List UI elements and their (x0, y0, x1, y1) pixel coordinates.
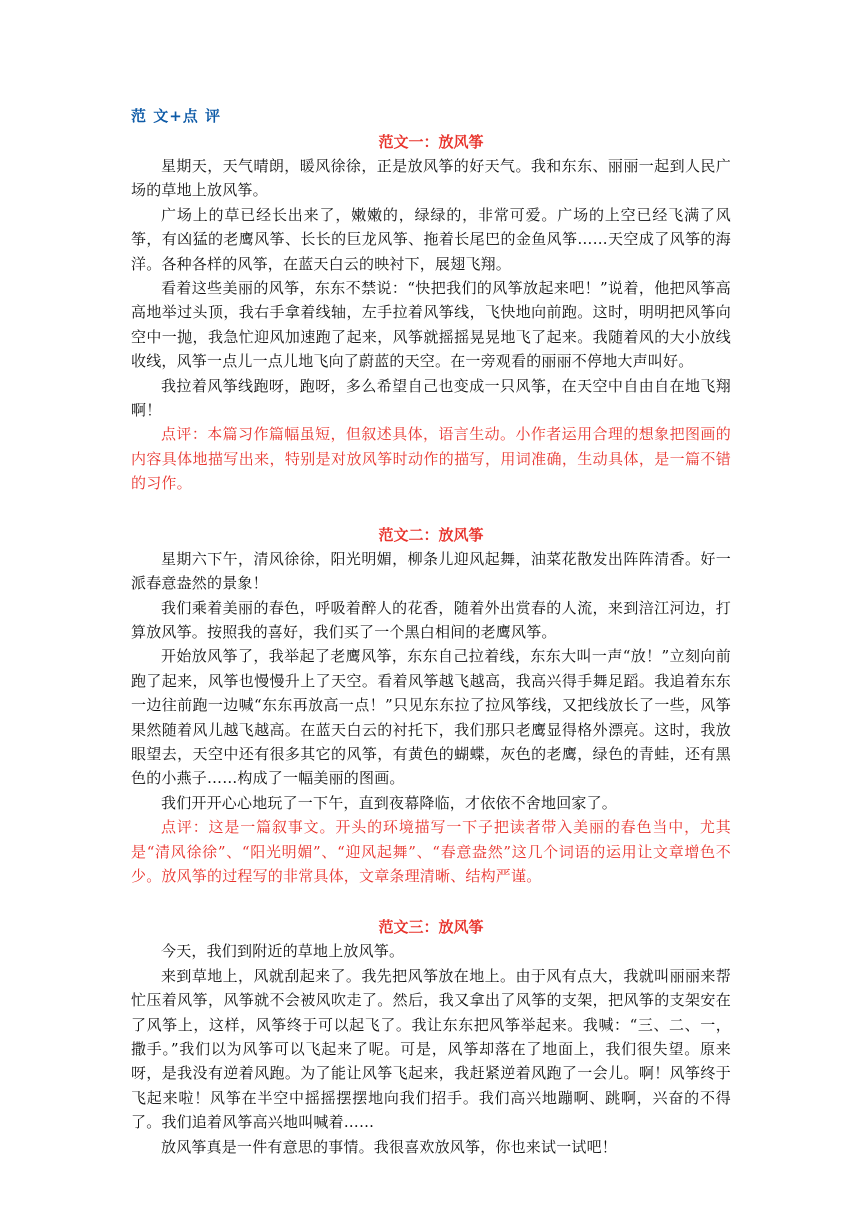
section-heading: 范 文+点 评 (131, 107, 222, 125)
essay-paragraph: 我们开开心心地玩了一下午，直到夜幕降临，才依依不舍地回家了。 (161, 793, 618, 812)
essay-paragraph: 星期六下午，清风徐徐，阳光明媚，柳条儿迎风起舞，油菜花散发出阵阵清香。好一派春意盎然的景象！ (131, 549, 731, 593)
essay-2 (131, 523, 731, 889)
essay-title: 范文二：放风筝 (378, 525, 484, 544)
essay-paragraph: 放风筝真是一件有意思的事情。我很喜欢放风筝，你也来试一试吧！ (161, 1137, 618, 1156)
essay-comment: 点评：本篇习作篇幅虽短，但叙述具体，语言生动。小作者运用合理的想象把图画的内容具体地描写出来，特别是对放风筝时动作的描写，用词准确，生动具体，是一篇不错的习作。 (131, 425, 731, 493)
essay-paragraph: 广场上的草已经长出来了，嫩嫩的，绿绿的，非常可爱。广场的上空已经飞满了风筝，有凶猛的老鹰风筝、长长的巨龙风筝、拖着长尾巴的金鱼风筝……天空成了风筝的海洋。各种各样的风筝，在蓝天白云的映衬下，展翅飞翔。 (131, 205, 731, 273)
essay-paragraph: 我拉着风筝线跑呀，跑呀，多么希望自己也变成一只风筝，在天空中自由自在地飞翔啊！ (131, 376, 731, 420)
essay-paragraph: 看着这些美丽的风筝，东东不禁说：“快把我们的风筝放起来吧！”说着，他把风筝高高地举过头顶，我右手拿着线轴，左手拉着风筝线，飞快地向前跑。这时，明明把风筝向空中一抛，我急忙迎风加速跑了起来，风筝就摇摇晃晃地飞了起来。我随着风的大小放线收线，风筝一点儿一点儿地飞向了蔚蓝的天空。在一旁观看的丽丽不停地大声叫好。 (131, 279, 731, 371)
essay-3 (131, 915, 731, 1159)
document-page (131, 104, 731, 1159)
essay-paragraph: 星期天，天气晴朗，暖风徐徐，正是放风筝的好天气。我和东东、丽丽一起到人民广场的草地上放风筝。 (131, 157, 731, 200)
essay-paragraph: 今天，我们到附近的草地上放风筝。 (161, 942, 405, 961)
essay-title: 范文三：放风筝 (378, 918, 484, 937)
essay-paragraph: 开始放风筝了，我举起了老鹰风筝，东东自己拉着线，东东大叫一声“放！”立刻向前跑了起来，风筝也慢慢升上了天空。看着风筝越飞越高，我高兴得手舞足蹈。我追着东东一边往前跑一边喊“东东再放高一点！”只见东东拉了拉风筝线，又把线放长了一些，风筝果然随着风儿越飞越高。在蓝天白云的衬托下，我们那只老鹰显得格外漂亮。这时，我放眼望去，天空中还有很多其它的风筝，有黄色的蝴蝶，灰色的老鹰，绿色的青蛙，还有黑色的小燕子……构成了一幅美丽的图画。 (131, 647, 731, 788)
essay-paragraph: 来到草地上，风就刮起来了。我先把风筝放在地上。由于风有点大，我就叫丽丽来帮忙压着风筝，风筝就不会被风吹走了。然后，我又拿出了风筝的支架，把风筝的支架安在了风筝上，这样，风筝终于可以起飞了。我让东东把风筝举起来。我喊：“三、二、一，撒手。”我们以为风筝可以飞起来了呢。可是，风筝却落在了地面上，我们很失望。原来呀，是我没有逆着风跑。为了能让风筝飞起来，我赶紧逆着风跑了一会儿。啊！风筝终于飞起来啦！风筝在半空中摇摇摆摆地向我们招手。我们高兴地蹦啊、跳啊，兴奋的不得了。我们追着风筝高兴地叫喊着…… (131, 966, 731, 1132)
essay-title: 范文一：放风筝 (378, 133, 484, 151)
essay-paragraph: 我们乘着美丽的春色，呼吸着醉人的花香，随着外出赏春的人流，来到涪江河边，打算放风筝。按照我的喜好，我们买了一个黑白相间的老鹰风筝。 (131, 598, 731, 641)
essay-1 (131, 130, 731, 496)
essay-comment: 点评：这是一篇叙事文。开头的环境描写一下子把读者带入美丽的春色当中，尤其是“清风徐徐”、“阳光明媚”、“迎风起舞”、“春意盎然”这几个词语的运用让文章增色不少。放风筝的过程写的非常具体，文章条理清晰、结构严谨。 (131, 818, 731, 885)
